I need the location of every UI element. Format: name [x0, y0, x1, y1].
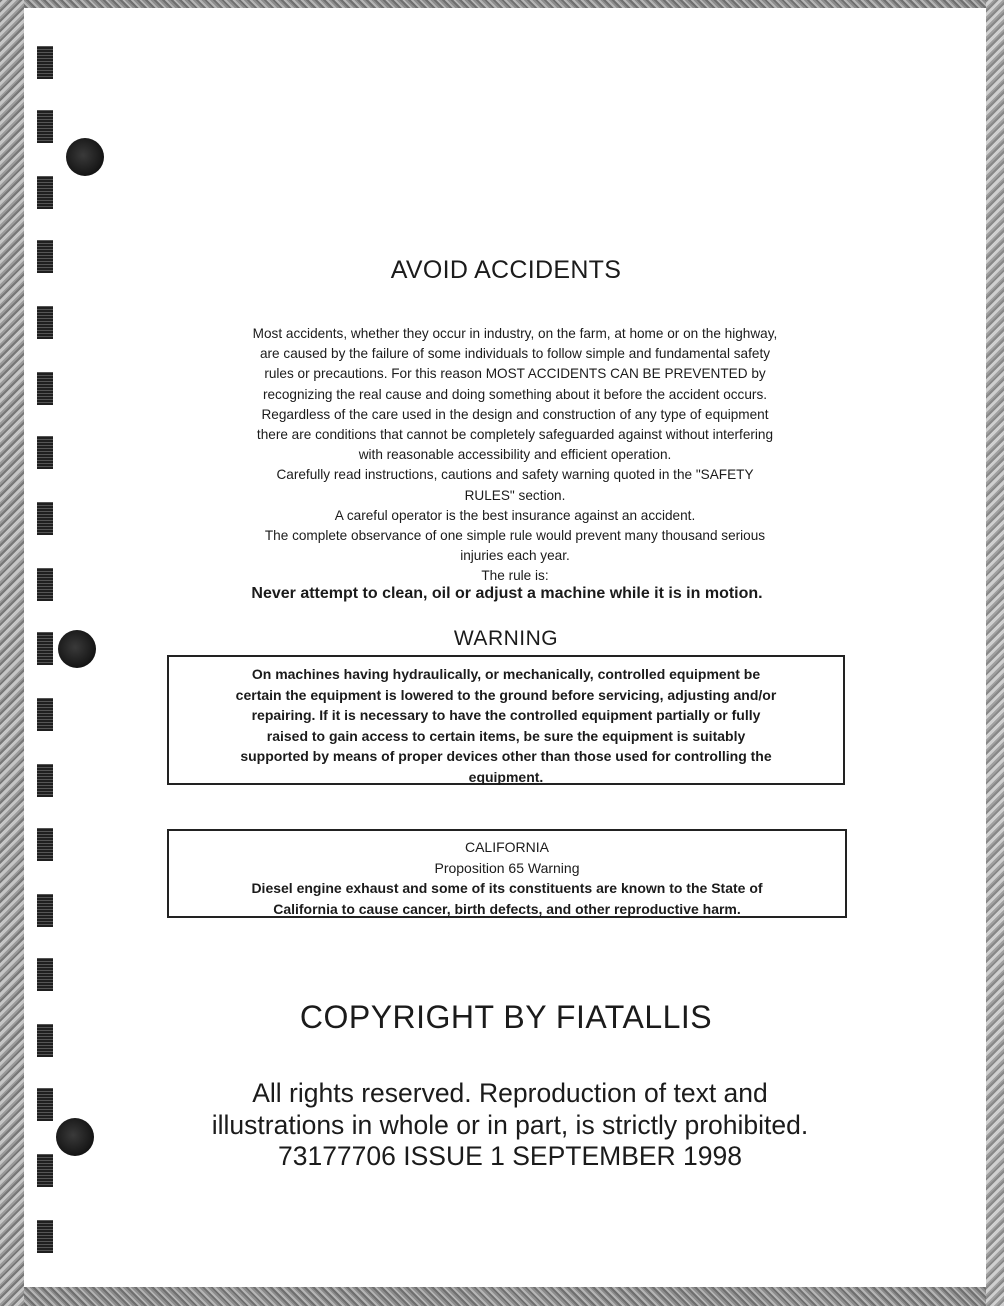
intro-line: The complete observance of one simple rule would prevent many thousand serious	[264, 528, 766, 544]
rights-line: illustrations in whole or in part, is strictly prohibited.	[211, 1109, 809, 1140]
binder-slot	[37, 176, 53, 209]
intro-line: RULES" section.	[464, 487, 566, 503]
intro-line: with reasonable accessibility and efficient operation.	[358, 447, 672, 463]
intro-line: A careful operator is the best insurance against an accident.	[334, 507, 696, 523]
scan-border-top	[0, 0, 1004, 8]
california-line: California to cause cancer, birth defects, and other reproductive harm.	[273, 900, 741, 917]
warning-line: repairing. If it is necessary to have the controlled equipment partially or fully	[251, 707, 761, 724]
binder-slot	[37, 306, 53, 339]
california-prop65-box	[167, 829, 847, 918]
intro-line: are caused by the failure of some individuals to follow simple and fundamental safety	[259, 346, 771, 362]
warning-line: supported by means of proper devices other than those used for controlling the	[240, 748, 772, 765]
california-title: CALIFORNIA	[464, 839, 549, 855]
warning-heading: WARNING	[453, 627, 559, 650]
rights-reserved-block	[0, 1078, 1004, 1173]
binder-slot	[37, 502, 53, 535]
intro-line: Carefully read instructions, cautions and safety warning quoted in the "SAFETY	[276, 467, 754, 483]
binder-slot	[37, 110, 53, 143]
warning-line: On machines having hydraulically, or mechanically, controlled equipment be	[251, 666, 761, 682]
california-line: Diesel engine exhaust and some of its constituents are known to the State of	[251, 880, 763, 897]
binder-slot	[37, 1220, 53, 1253]
intro-paragraph	[170, 324, 860, 587]
intro-line: Most accidents, whether they occur in industry, on the farm, at home or on the highway,	[252, 326, 778, 341]
binder-slot	[37, 698, 53, 731]
binder-slot	[37, 372, 53, 405]
warning-box	[167, 655, 845, 785]
rights-line: All rights reserved. Reproduction of text and	[252, 1078, 768, 1108]
warning-line: raised to gain access to certain items, be sure the equipment is suitably	[266, 727, 746, 744]
binder-slot	[37, 894, 53, 927]
copyright-heading: COPYRIGHT BY FIATALLIS	[299, 999, 713, 1035]
intro-line: recognizing the real cause and doing something about it before the accident occurs.	[262, 386, 768, 402]
safety-rule: Never attempt to clean, oil or adjust a machine while it is in motion.	[251, 585, 763, 602]
intro-line: there are conditions that cannot be completely safeguarded against without interfering	[256, 427, 774, 443]
binder-slot	[37, 46, 53, 79]
binder-slot	[37, 958, 53, 991]
binder-slot	[37, 764, 53, 797]
warning-line: certain the equipment is lowered to the ground before servicing, adjusting and/or	[235, 686, 777, 703]
intro-line: injuries each year.	[460, 548, 570, 564]
binder-slot	[37, 436, 53, 469]
intro-line: rules or precautions. For this reason MOST ACCIDENTS CAN BE PREVENTED by	[264, 366, 766, 382]
binder-slot	[37, 828, 53, 861]
avoid-accidents-heading: AVOID ACCIDENTS	[390, 256, 622, 284]
scan-border-bottom	[0, 1287, 1004, 1306]
punch-hole	[66, 138, 104, 176]
california-subtitle: Proposition 65 Warning	[434, 859, 580, 876]
issue-line: 73177706 ISSUE 1 SEPTEMBER 1998	[277, 1141, 743, 1171]
warning-line: equipment.	[468, 768, 544, 785]
intro-line: The rule is:	[481, 568, 549, 584]
intro-line: Regardless of the care used in the design and construction of any type of equipment	[261, 406, 769, 422]
